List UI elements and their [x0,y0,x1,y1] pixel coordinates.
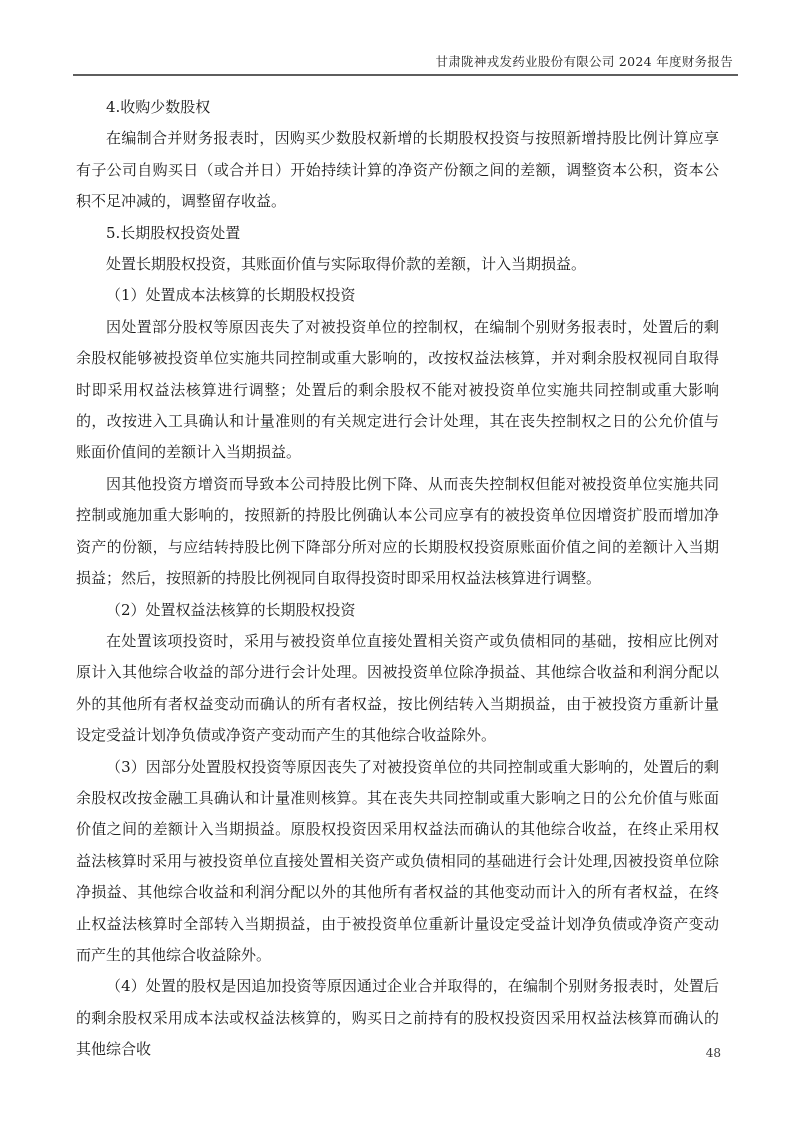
subheading-cost-method-disposal: （1）处置成本法核算的长期股权投资 [106,286,356,305]
document-body [76,92,719,1066]
heading-lt-equity-disposal: 5.长期股权投资处置 [106,223,241,242]
heading-minority-acquisition: 4.收购少数股权 [106,98,211,116]
report-title: 甘肃陇神戎发药业股份有限公司 2024 年度财务报告 [435,54,733,69]
page-number: 48 [705,1046,721,1060]
subheading-equity-method-disposal: （2）处置权益法核算的长期股权投资 [106,600,356,619]
para-cost-method-loss-of-control: 因处置部分股权等原因丧失了对被投资单位的控制权，在编制个别财务报表时，处置后的剩余股权能够被投资单位实施共同控制或重大影响的，改按权益法核算，并对剩余股权视同自取得时即采用权益法核算进行调整；处置后的剩余股权不能对被投资单位实施共同控制或重大影响的，改按进入工具确认和计量准则的有关规定进行会计处理，其在丧失控制权之日的公允价值与账面价值间的差额计入当期损益。 [76,317,719,462]
para-item-3-loss-of-joint-control: （3）因部分处置股权投资等原因丧失了对被投资单位的共同控制或重大影响的，处置后的剩余股权改按金融工具确认和计量准则核算。其在丧失共同控制或重大影响之日的公允价值与账面价值之间的差额计入当期损益。原股权投资因采用权益法而确认的其他综合收益，在终止采用权益法核算时采用与被投资单位直接处置相关资产或负债相同的基础进行会计处理,因被投资单位除净损益、其他综合收益和利润分配以外的其他所有者权益的其他变动而计入的所有者权益，在终止权益法核算时全部转入当期损益，由于被投资单位重新计量设定受益计划净负债或净资产变动而产生的其他综合收益除外。 [76,757,719,964]
para-minority-acquisition: 在编制合并财务报表时，因购买少数股权新增的长期股权投资与按照新增持股比例计算应享有子公司自购买日（或合并日）开始持续计算的净资产份额之间的差额，调整资本公积，资本公积不足冲减的，调整留存收益。 [76,129,719,211]
page-header [73,54,738,76]
para-dilution-loss-of-control: 因其他投资方增资而导致本公司持股比例下降、从而丧失控制权但能对被投资单位实施共同控制或施加重大影响的，按照新的持股比例确认本公司应享有的被投资单位因增资扩股而增加净资产的份额，与应结转持股比例下降部分所对应的长期股权投资原账面价值之间的差额计入当期损益；然后，按照新的持股比例视同自取得投资时即采用权益法核算进行调整。 [76,474,719,588]
para-equity-method-disposal: 在处置该项投资时，采用与被投资单位直接处置相关资产或负债相同的基础，按相应比例对原计入其他综合收益的部分进行会计处理。因被投资单位除净损益、其他综合收益和利润分配以外的其他所有者权益变动而确认的所有者权益，按比例结转入当期损益，由于被投资方重新计量设定受益计划净负债或净资产变动而产生的其他综合收益除外。 [76,631,719,745]
para-item-4-business-combination: （4）处置的股权是因追加投资等原因通过企业合并取得的，在编制个别财务报表时，处置后的剩余股权采用成本法或权益法核算的，购买日之前持有的股权投资因采用权益法核算而确认的其他综合收 [76,977,719,1059]
para-disposal-general: 处置长期股权投资，其账面价值与实际取得价款的差额，计入当期损益。 [106,255,587,274]
